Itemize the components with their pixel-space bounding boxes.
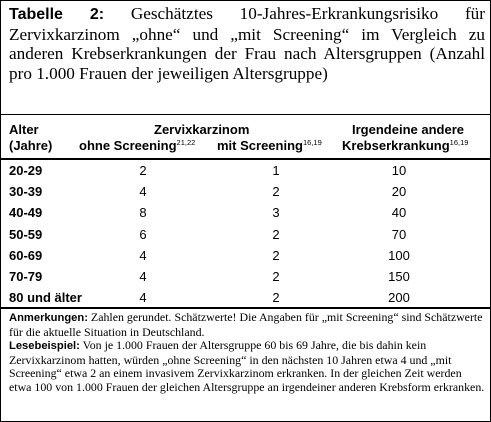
note-anmerkungen-text: Zahlen gerundet. Schätzwerte! Die Angaben für „mit Screening“ sind Schätzwerte für die aktuelle Situation in Deutschland. (9, 310, 483, 339)
table-row (1, 266, 491, 287)
cell-ohne-screening: 4 (139, 247, 147, 263)
table-body (1, 160, 491, 308)
header-col-andere (342, 138, 468, 156)
note-lesebeispiel-text: Von je 1.000 Frauen der Altersgruppe 60 bis 69 Jahre, die bis dahin kein Zervixkarzinom hatten, würden „ohne Screening“ in den nächsten 10 Jahren etwa 4 und „mit Screening“ etwa 2 an einem invasivem Zervixkarzinom erkranken. In der gleichen Zeit werden etwa 100 von 1.000 Frauen der gleichen Altersgruppe an irgendeiner anderen Krebsform erkranken. (9, 338, 485, 394)
table-row (1, 202, 491, 223)
cell-age: 80 und älter (9, 290, 82, 306)
table-notes (9, 311, 485, 395)
header-col-mit-label: mit Screening (217, 138, 303, 153)
table-label: Tabelle 2: (9, 6, 105, 23)
cell-andere-krebserkrankung: 10 (391, 163, 407, 178)
table-row (1, 224, 491, 245)
cell-mit-screening: 2 (272, 226, 280, 242)
table-row (1, 287, 491, 308)
cell-andere-krebserkrankung: 20 (391, 184, 407, 200)
cell-age: 60-69 (9, 247, 43, 263)
header-top-rule (1, 114, 491, 115)
note-lesebeispiel (9, 339, 485, 394)
header-age-line1: Alter (9, 122, 39, 137)
header-group-zervixkarzinom: Zervixkarzinom (154, 122, 250, 137)
cell-age: 40-49 (9, 205, 43, 221)
note-anmerkungen (9, 311, 485, 339)
header-col-mit-refs: 16,19 (302, 138, 322, 147)
table-caption (9, 4, 485, 83)
cell-andere-krebserkrankung: 150 (388, 268, 410, 284)
cell-andere-krebserkrankung: 200 (388, 290, 410, 306)
cell-ohne-screening: 2 (139, 163, 147, 178)
cell-mit-screening: 2 (272, 247, 280, 263)
cell-ohne-screening: 4 (139, 290, 147, 306)
cell-age: 30-39 (9, 184, 43, 200)
cell-mit-screening: 2 (272, 184, 280, 200)
cell-andere-krebserkrankung: 100 (388, 247, 410, 263)
header-col-ohne-label: ohne Screening (79, 138, 177, 153)
cell-ohne-screening: 6 (139, 226, 147, 242)
cell-age: 20-29 (9, 163, 43, 178)
cell-mit-screening: 2 (272, 290, 280, 306)
header-col-mit (217, 138, 322, 156)
table-row (1, 181, 491, 202)
note-lesebeispiel-label: Lesebeispiel: (9, 340, 80, 353)
cell-age: 70-79 (9, 268, 43, 284)
header-col-ohne (79, 138, 195, 156)
cell-andere-krebserkrankung: 70 (391, 226, 407, 242)
header-age-line2: (Jahre) (9, 138, 53, 153)
cell-ohne-screening: 8 (139, 205, 147, 221)
header-col-andere-label: Krebserkrankung (342, 138, 450, 153)
table-bottom-rule (1, 307, 491, 309)
cell-mit-screening: 3 (272, 205, 280, 221)
table-row (1, 245, 491, 266)
cell-mit-screening: 1 (272, 163, 280, 178)
note-anmerkungen-label: Anmerkungen: (9, 312, 88, 324)
header-col-andere-refs: 16,19 (449, 138, 469, 147)
cell-mit-screening: 2 (272, 268, 280, 284)
cell-ohne-screening: 4 (139, 268, 147, 284)
header-col-ohne-refs: 21,22 (176, 138, 196, 147)
table-caption-text: Geschätztes 10-Jahres-Erkrankungsrisiko für Zervixkarzinom „ohne“ und „mit Screening“ im Vergleich zu anderen Krebserkrankungen der Frau nach Altersgruppen (Anzahl pro 1.000 Frauen der jeweiligen Altersgruppe) (9, 4, 486, 83)
cell-andere-krebserkrankung: 40 (391, 205, 407, 221)
table-row (1, 160, 491, 181)
cell-age: 50-59 (9, 226, 43, 242)
cell-ohne-screening: 4 (139, 184, 147, 200)
header-col-andere-line1: Irgendeine andere (352, 122, 464, 137)
